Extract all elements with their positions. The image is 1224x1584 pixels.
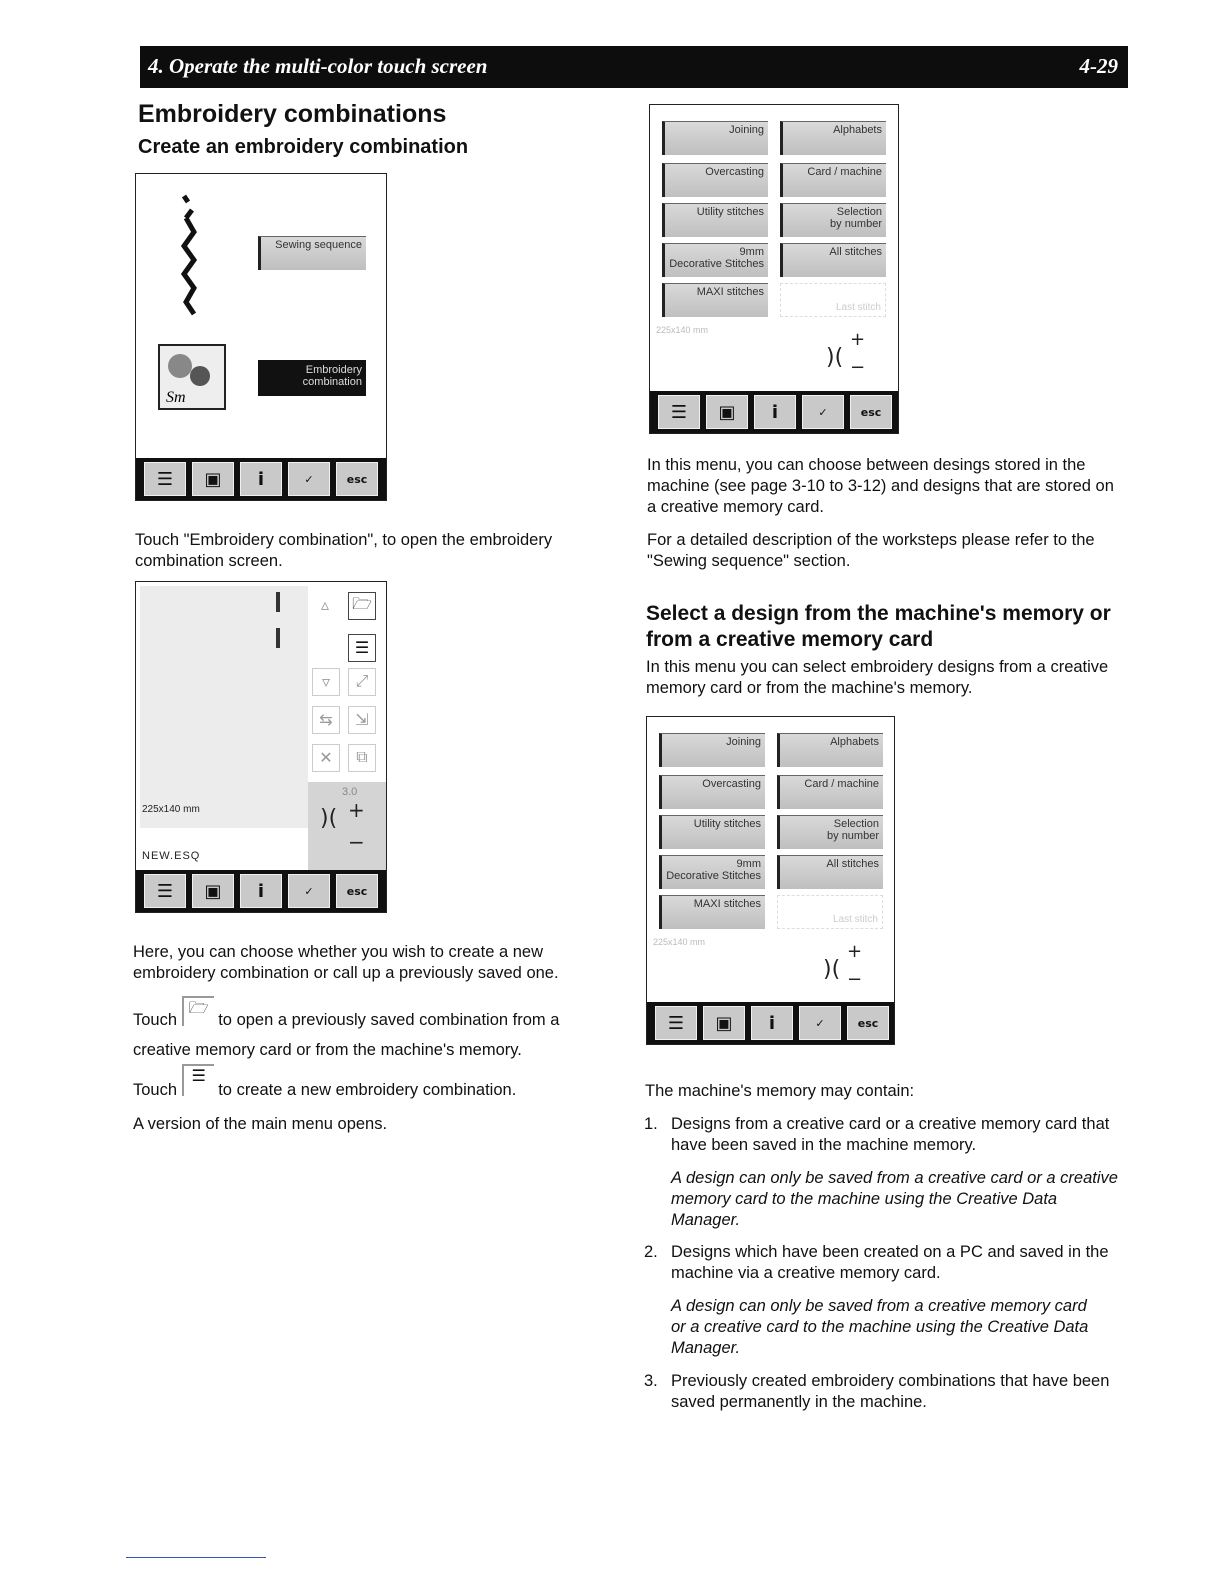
chapter-title: 4. Operate the multi-color touch screen xyxy=(148,54,488,78)
decorative-label-2: Decorative Stitches xyxy=(666,870,761,882)
alphabets-button[interactable] xyxy=(777,733,883,767)
touch-label: Touch xyxy=(133,1081,178,1099)
screen-stitch-menu-2 xyxy=(646,716,895,1045)
section-heading-select-design: Select a design from the machine's memory or from a creative memory card xyxy=(646,602,1111,651)
menu-list-icon[interactable]: ☰ xyxy=(655,1006,697,1040)
ok-check-icon[interactable]: ✓ xyxy=(288,874,330,908)
joining-button[interactable] xyxy=(659,733,765,767)
embroidery-canvas[interactable] xyxy=(140,586,308,828)
all-stitches-label: All stitches xyxy=(829,246,882,258)
last-stitch-button[interactable] xyxy=(780,283,886,317)
paragraph-memory-contains: The machine's memory may contain: xyxy=(645,1082,915,1100)
sewing-sequence-label: Sewing sequence xyxy=(275,239,362,251)
delete-icon: ✕ xyxy=(312,744,340,772)
maxi-stitches-label: MAXI stitches xyxy=(696,286,764,298)
decorative-label-1: 9mm xyxy=(739,246,764,258)
esc-icon[interactable]: esc xyxy=(336,874,378,908)
overcasting-label: Overcasting xyxy=(702,778,761,790)
memory-contents-list xyxy=(644,1114,1124,1431)
embroidery-combination-button[interactable] xyxy=(258,360,366,396)
paragraph-refer-sewing-sequence: For a detailed description of the worksteps please refer to the "Sewing sequence" section. xyxy=(647,531,1095,570)
mirror-icon: ⇆ xyxy=(312,706,340,734)
svg-text:Sm: Sm xyxy=(166,389,186,406)
hoop-dimension: 225x140 mm xyxy=(142,804,200,815)
esc-icon[interactable]: esc xyxy=(336,462,378,496)
selection-label-1: Selection xyxy=(836,206,882,218)
stitch-width-icon[interactable]: )( xyxy=(823,957,841,982)
list-item-text: Previously created embroidery combinations that have been saved permanently in the machine. xyxy=(671,1372,1110,1411)
decorative-label-2: Decorative Stitches xyxy=(669,258,764,270)
plus-icon[interactable]: + xyxy=(847,941,863,962)
page-number: 4-29 xyxy=(1079,54,1118,78)
alphabets-label: Alphabets xyxy=(830,736,879,748)
card-machine-button[interactable] xyxy=(780,163,886,197)
list-item-number: 2. xyxy=(644,1243,658,1261)
alphabets-label: Alphabets xyxy=(833,124,882,136)
card-machine-label: Card / machine xyxy=(807,166,882,178)
screen-toolbar xyxy=(650,391,898,433)
new-combination-icon: ☰ xyxy=(182,1064,214,1096)
paragraph-main-menu-opens: A version of the main menu opens. xyxy=(133,1115,388,1133)
touch-label: Touch xyxy=(133,1011,178,1029)
info-icon[interactable]: i xyxy=(754,395,796,429)
instruction-open-saved xyxy=(133,996,603,1061)
speed-panel xyxy=(308,782,386,870)
screen-toolbar xyxy=(136,458,386,500)
card-machine-button[interactable] xyxy=(777,775,883,809)
utility-stitches-label: Utility stitches xyxy=(696,206,764,218)
hoop-dimension: 225x140 mm xyxy=(653,937,706,947)
selection-by-number-button[interactable] xyxy=(777,815,883,849)
decorative-stitches-button[interactable] xyxy=(662,243,768,277)
footer-rule xyxy=(126,1557,266,1558)
info-icon[interactable]: i xyxy=(240,874,282,908)
joining-label: Joining xyxy=(729,124,764,136)
joining-label: Joining xyxy=(726,736,761,748)
esc-icon[interactable]: esc xyxy=(850,395,892,429)
info-icon[interactable]: i xyxy=(240,462,282,496)
sewing-sequence-button[interactable] xyxy=(258,236,366,270)
triangle-icon: ▵ xyxy=(320,597,330,614)
selection-by-number-button[interactable] xyxy=(780,203,886,237)
screen-embroidery-combination xyxy=(135,581,387,913)
plus-icon[interactable]: + xyxy=(850,329,866,350)
speed-value: 3.0 xyxy=(342,786,358,798)
selection-label-2: by number xyxy=(830,218,882,230)
minus-icon[interactable]: − xyxy=(850,357,866,378)
list-item xyxy=(644,1242,1124,1371)
embroidery-combination-label: Embroidery combination xyxy=(302,364,362,388)
list-item-text: Designs which have been created on a PC and saved in the machine via a creative memory card. xyxy=(671,1243,1109,1282)
card-machine-label: Card / machine xyxy=(804,778,879,790)
paragraph-choose-designs: In this menu, you can choose between desings stored in the machine (see page 3-10 to 3-12) and designs that are stored on a creative memory card. xyxy=(647,456,1114,516)
selection-label-1: Selection xyxy=(833,818,879,830)
last-stitch-label: Last stitch xyxy=(832,914,878,925)
maxi-stitches-button[interactable] xyxy=(662,283,768,317)
overcasting-button[interactable] xyxy=(659,775,765,809)
screen-toolbar xyxy=(136,870,386,912)
info-icon[interactable]: i xyxy=(751,1006,793,1040)
machine-icon[interactable]: ▣ xyxy=(192,462,234,496)
ok-check-icon[interactable]: ✓ xyxy=(802,395,844,429)
esc-icon[interactable]: esc xyxy=(847,1006,889,1040)
utility-stitches-button[interactable] xyxy=(662,203,768,237)
menu-list-icon[interactable]: ☰ xyxy=(658,395,700,429)
list-item-number: 1. xyxy=(644,1115,658,1133)
screen-stitch-menu xyxy=(649,104,899,434)
utility-stitches-button[interactable] xyxy=(659,815,765,849)
rotate-icon: ▿ xyxy=(312,668,340,696)
overcasting-button[interactable] xyxy=(662,163,768,197)
embroidery-design-icon xyxy=(158,344,226,410)
duplicate-icon: ⧉ xyxy=(348,744,376,772)
machine-icon[interactable]: ▣ xyxy=(706,395,748,429)
hoop-dimension: 225x140 mm xyxy=(656,325,709,335)
menu-list-icon[interactable]: ☰ xyxy=(144,874,186,908)
menu-list-icon[interactable]: ☰ xyxy=(144,462,186,496)
instruction-create-new xyxy=(133,1064,603,1099)
decorative-label-1: 9mm xyxy=(736,858,761,870)
paragraph-choose-new-or-saved: Here, you can choose whether you wish to create a new embroidery combination or call up a previously saved one. xyxy=(133,943,559,982)
section-title: Embroidery combinations xyxy=(138,100,447,128)
machine-icon[interactable]: ▣ xyxy=(192,874,234,908)
alphabets-button[interactable] xyxy=(780,121,886,155)
open-saved-text: to open a previously saved combination from a xyxy=(218,1011,560,1029)
list-item-note: A design can only be saved from a creative memory card or a creative card to the machine using the Creative Data Manager. xyxy=(671,1297,1089,1357)
screen-toolbar xyxy=(647,1002,894,1044)
screen-main-menu xyxy=(135,173,387,501)
resize-icon: ⇲ xyxy=(348,706,376,734)
maxi-stitches-button[interactable] xyxy=(659,895,765,929)
selection-label-2: by number xyxy=(827,830,879,842)
open-saved-text-line2: creative memory card or from the machine's memory. xyxy=(133,1041,522,1059)
stitch-width-icon[interactable]: )( xyxy=(826,345,844,370)
instruction-open-combination: Touch "Embroidery combination", to open the embroidery combination screen. xyxy=(135,531,553,570)
file-name: NEW.ESQ xyxy=(142,850,201,862)
stitch-width-icon[interactable]: )( xyxy=(320,806,338,831)
all-stitches-label: All stitches xyxy=(826,858,879,870)
ok-check-icon[interactable]: ✓ xyxy=(288,462,330,496)
new-combination-icon[interactable]: ☰ xyxy=(348,634,376,662)
list-item xyxy=(644,1114,1124,1242)
decorative-stitches-button[interactable] xyxy=(659,855,765,889)
last-stitch-button[interactable] xyxy=(777,895,883,929)
create-new-text: to create a new embroidery combination. xyxy=(218,1081,517,1099)
list-item-note: A design can only be saved from a creative card or a creative memory card to the machine using the Creative Data Manager. xyxy=(671,1169,1118,1229)
move-icon: ⤢ xyxy=(348,668,376,696)
hoop-marker xyxy=(276,592,280,612)
minus-icon[interactable]: − xyxy=(847,969,863,990)
last-stitch-label: Last stitch xyxy=(835,302,881,313)
hoop-marker xyxy=(276,628,280,648)
machine-icon[interactable]: ▣ xyxy=(703,1006,745,1040)
minus-icon[interactable]: − xyxy=(348,830,365,854)
list-item-number: 3. xyxy=(644,1372,658,1390)
section-subtitle: Create an embroidery combination xyxy=(138,136,469,158)
all-stitches-button[interactable] xyxy=(780,243,886,277)
list-item xyxy=(644,1371,1124,1431)
utility-stitches-label: Utility stitches xyxy=(693,818,761,830)
joining-button[interactable] xyxy=(662,121,768,155)
overcasting-label: Overcasting xyxy=(705,166,764,178)
plus-icon[interactable]: + xyxy=(348,798,365,822)
stitch-pattern-icon xyxy=(172,188,212,318)
ok-check-icon[interactable]: ✓ xyxy=(799,1006,841,1040)
paragraph-select-designs: In this menu you can select embroidery designs from a creative memory card or from the machine's memory. xyxy=(646,658,1109,697)
all-stitches-button[interactable] xyxy=(777,855,883,889)
maxi-stitches-label: MAXI stitches xyxy=(693,898,761,910)
open-folder-icon: 🗁 xyxy=(182,996,214,1026)
chapter-header-bar xyxy=(140,46,1128,88)
list-item-text: Designs from a creative card or a creative memory card that have been saved in the machine memory. xyxy=(671,1115,1110,1154)
open-folder-icon[interactable]: 🗁 xyxy=(348,592,376,620)
